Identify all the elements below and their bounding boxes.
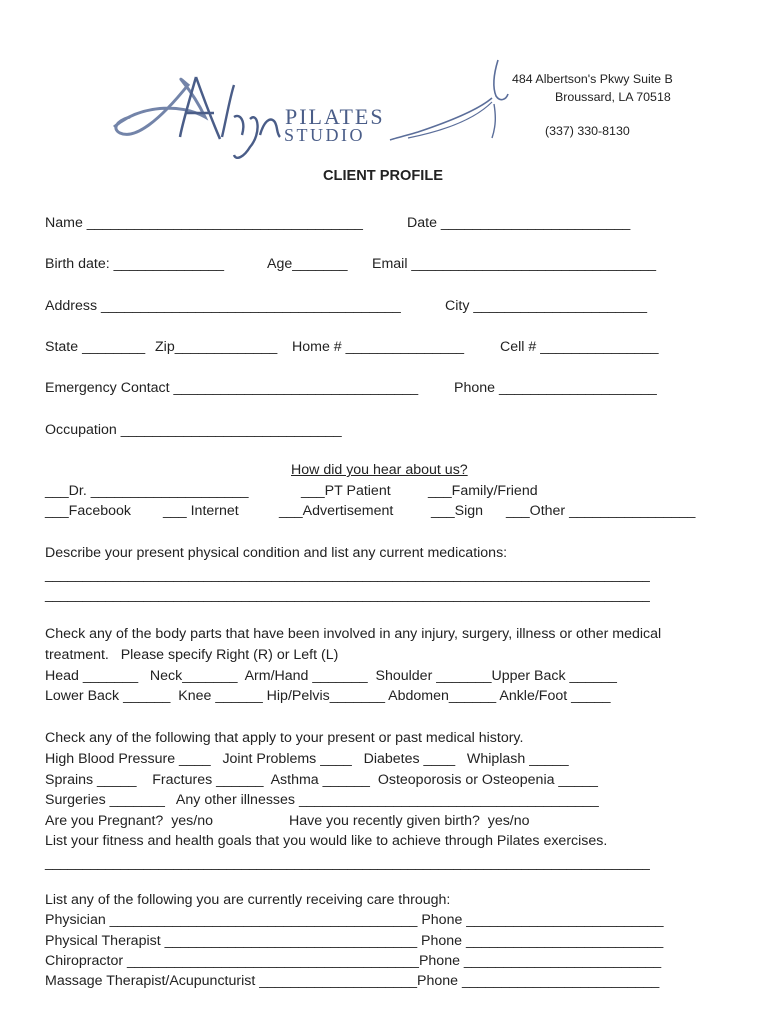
address-field[interactable]: Address ______________________________________	[45, 298, 401, 314]
birth-date-field[interactable]: Birth date: ______________	[45, 256, 225, 272]
email-field[interactable]: Email _______________________________	[372, 256, 657, 272]
logo-pilates: PILATES	[285, 104, 385, 129]
body-parts-prompt: Check any of the body parts that have been involved in any injury, surgery, illness or other medical	[45, 626, 662, 642]
physician-field[interactable]: Physician _______________________________________ Phone _________________________	[45, 912, 664, 928]
home-phone-field[interactable]: Home # _______________	[292, 339, 464, 355]
body-parts-prompt-2: treatment. Please specify Right (R) or Left (L)	[45, 647, 339, 663]
page-title: CLIENT PROFILE	[323, 168, 443, 184]
condition-prompt: Describe your present physical condition and list any current medications:	[45, 545, 508, 561]
condition-line-2[interactable]: ________________________________________________________________________________	[45, 587, 650, 602]
pregnant-question[interactable]: Are you Pregnant? yes/no	[45, 813, 213, 829]
history-row-3[interactable]: Surgeries _______ Any other illnesses ______________________________________	[45, 792, 599, 808]
body-parts-row-2[interactable]: Lower Back ______ Knee ______ Hip/Pelvis_______ Abdomen______ Ankle/Foot _____	[45, 688, 611, 704]
referral-dr[interactable]: ___Dr. ____________________	[45, 483, 249, 499]
referral-heading: How did you hear about us?	[291, 462, 468, 478]
logo-studio: STUDIO	[284, 125, 365, 145]
age-field[interactable]: Age_______	[267, 256, 348, 272]
history-row-2[interactable]: Sprains _____ Fractures ______ Asthma ______ Osteoporosis or Osteopenia _____	[45, 772, 598, 788]
referral-sign[interactable]: ___Sign	[431, 503, 484, 519]
care-prompt: List any of the following you are currently receiving care through:	[45, 892, 451, 908]
chiropractor-field[interactable]: Chiropractor _____________________________________Phone _________________________	[45, 953, 662, 969]
state-field[interactable]: State ________	[45, 339, 146, 355]
referral-internet[interactable]: ___ Internet	[163, 503, 239, 519]
goals-line[interactable]: ________________________________________________________________________________	[45, 855, 650, 870]
physical-therapist-field[interactable]: Physical Therapist ________________________________ Phone _________________________	[45, 933, 664, 949]
name-field[interactable]: Name ___________________________________	[45, 215, 363, 231]
history-prompt: Check any of the following that apply to your present or past medical history.	[45, 730, 524, 746]
date-field[interactable]: Date ________________________	[407, 215, 631, 231]
referral-other[interactable]: ___Other ________________	[506, 503, 696, 519]
emergency-contact-field[interactable]: Emergency Contact _______________________________	[45, 380, 419, 396]
emergency-phone-field[interactable]: Phone ____________________	[454, 380, 657, 396]
referral-facebook[interactable]: ___Facebook	[45, 503, 131, 519]
referral-pt-patient[interactable]: ___PT Patient	[301, 483, 391, 499]
given-birth-question[interactable]: Have you recently given birth? yes/no	[289, 813, 530, 829]
occupation-field[interactable]: Occupation ____________________________	[45, 422, 342, 438]
studio-phone: (337) 330-8130	[545, 124, 630, 138]
cell-phone-field[interactable]: Cell # _______________	[500, 339, 659, 355]
city-field[interactable]: City ______________________	[445, 298, 647, 314]
body-parts-row-1[interactable]: Head _______ Neck_______ Arm/Hand _______ Shoulder _______Upper Back ______	[45, 668, 617, 684]
address-line2: Broussard, LA 70518	[555, 90, 671, 104]
referral-advertisement[interactable]: ___Advertisement	[279, 503, 394, 519]
address-line1: 484 Albertson's Pkwy Suite B	[512, 72, 673, 86]
pilates-figure-icon	[388, 58, 518, 143]
referral-family-friend[interactable]: ___Family/Friend	[428, 483, 538, 499]
goals-prompt: List your fitness and health goals that you would like to achieve through Pilates exercises.	[45, 833, 608, 849]
condition-line-1[interactable]: ________________________________________________________________________________	[45, 567, 650, 582]
zip-field[interactable]: Zip_____________	[155, 339, 278, 355]
history-row-1[interactable]: High Blood Pressure ____ Joint Problems ____ Diabetes ____ Whiplash _____	[45, 751, 569, 767]
massage-therapist-field[interactable]: Massage Therapist/Acupuncturist ____________________Phone _________________________	[45, 973, 660, 989]
